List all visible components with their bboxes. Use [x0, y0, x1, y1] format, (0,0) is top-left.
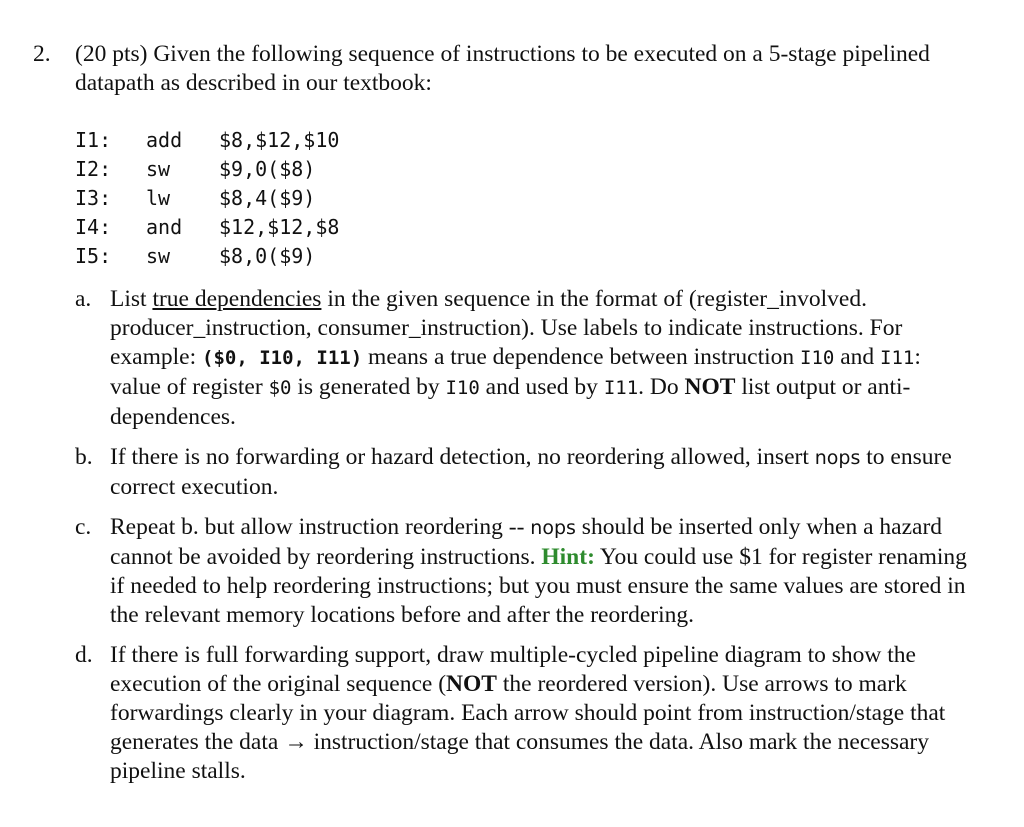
underlined-term: true dependencies [152, 286, 322, 312]
part-c-text [110, 513, 970, 630]
instruction-label: I3: [75, 186, 112, 210]
code-term: I10 [800, 347, 835, 369]
emphasis-not: NOT [684, 374, 736, 400]
question-intro: (20 pts) Given the following sequence of instructions to be executed on a 5-stage pipelined datapath as described in our textbook: [75, 41, 930, 96]
instruction-row-i3 [75, 184, 316, 213]
part-a-text [110, 285, 970, 432]
text-run: should be inserted only when a hazard cannot be avoided by reordering instructions. [110, 514, 943, 570]
part-letter: c. [75, 514, 92, 540]
part-a [75, 285, 975, 432]
text-run: and used by [479, 374, 604, 400]
code-term: I11 [880, 347, 915, 369]
part-letter: b. [75, 444, 93, 470]
text-run: in the given sequence in the format of (register_involved. producer_instruction, consumer_instruction). Use labels to indicate instructions. For example: [110, 286, 903, 370]
instruction-label: I1: [75, 128, 112, 152]
instruction-row-i5 [75, 242, 316, 271]
text-run: to ensure correct execution. [110, 444, 952, 500]
text-run: and [834, 344, 881, 370]
text-run: If there is no forwarding or hazard detection, no reordering allowed, insert [110, 444, 815, 470]
example-tuple: ($0, I10, I11) [202, 347, 363, 369]
code-term: nops [814, 447, 861, 469]
code-term: I11 [603, 377, 639, 399]
question-number: 2. [33, 41, 51, 67]
instruction-opcode: add [146, 128, 183, 152]
instruction-opcode: lw [146, 186, 171, 210]
code-term: nops [530, 517, 576, 539]
instruction-operands: $8,0($9) [219, 244, 316, 268]
code-term: $0 [268, 377, 292, 399]
part-d-text [110, 641, 970, 786]
text-run: If there is full forwarding support, draw multiple-cycled pipeline diagram to show the execution of the original sequence ( [110, 642, 916, 697]
part-letter: d. [75, 642, 93, 668]
text-run: the reordered version). Use arrows to mark forwardings clearly in your diagram. Each arrow should point from instruction/stage that generates the data [110, 671, 946, 755]
text-run: means a true dependence between instruction [362, 344, 801, 370]
code-term: I10 [445, 377, 480, 399]
instruction-opcode: and [146, 215, 183, 239]
instruction-row-i2 [75, 155, 316, 184]
part-letter: a. [75, 286, 92, 312]
question-parts [75, 285, 975, 797]
instruction-operands: $9,0($8) [219, 157, 316, 181]
right-arrow-icon: → [284, 729, 308, 755]
hint-label: Hint: [541, 544, 595, 570]
text-run: is generated by [291, 374, 446, 400]
instruction-operands: $12,$12,$8 [219, 215, 340, 239]
instruction-label: I5: [75, 244, 112, 268]
instruction-operands: $8,4($9) [219, 186, 316, 210]
instruction-listing [75, 126, 340, 271]
part-b [75, 443, 975, 502]
instruction-opcode: sw [146, 244, 171, 268]
text-run: list output or anti-dependences. [110, 374, 911, 430]
text-run: Repeat b. but allow instruction reordering -- [110, 514, 531, 540]
instruction-row-i4 [75, 213, 340, 242]
part-b-text [110, 443, 970, 502]
emphasis-not: NOT [446, 671, 497, 697]
instruction-label: I4: [75, 215, 112, 239]
text-run: You could use $1 for register renaming if needed to help reordering instructions; but you must ensure the same values are stored in the relevant memory locations before and after the reordering. [110, 544, 967, 628]
part-c [75, 513, 975, 630]
instruction-operands: $8,$12,$10 [219, 128, 340, 152]
text-run: List [110, 286, 153, 312]
instruction-opcode: sw [146, 157, 171, 181]
text-run: : value of register [110, 344, 921, 400]
instruction-row-i1 [75, 126, 340, 155]
text-run: instruction/stage that consumes the data. Also mark the necessary pipeline stalls. [110, 729, 929, 784]
instruction-label: I2: [75, 157, 112, 181]
part-d [75, 641, 975, 786]
text-run: . Do [638, 374, 685, 400]
